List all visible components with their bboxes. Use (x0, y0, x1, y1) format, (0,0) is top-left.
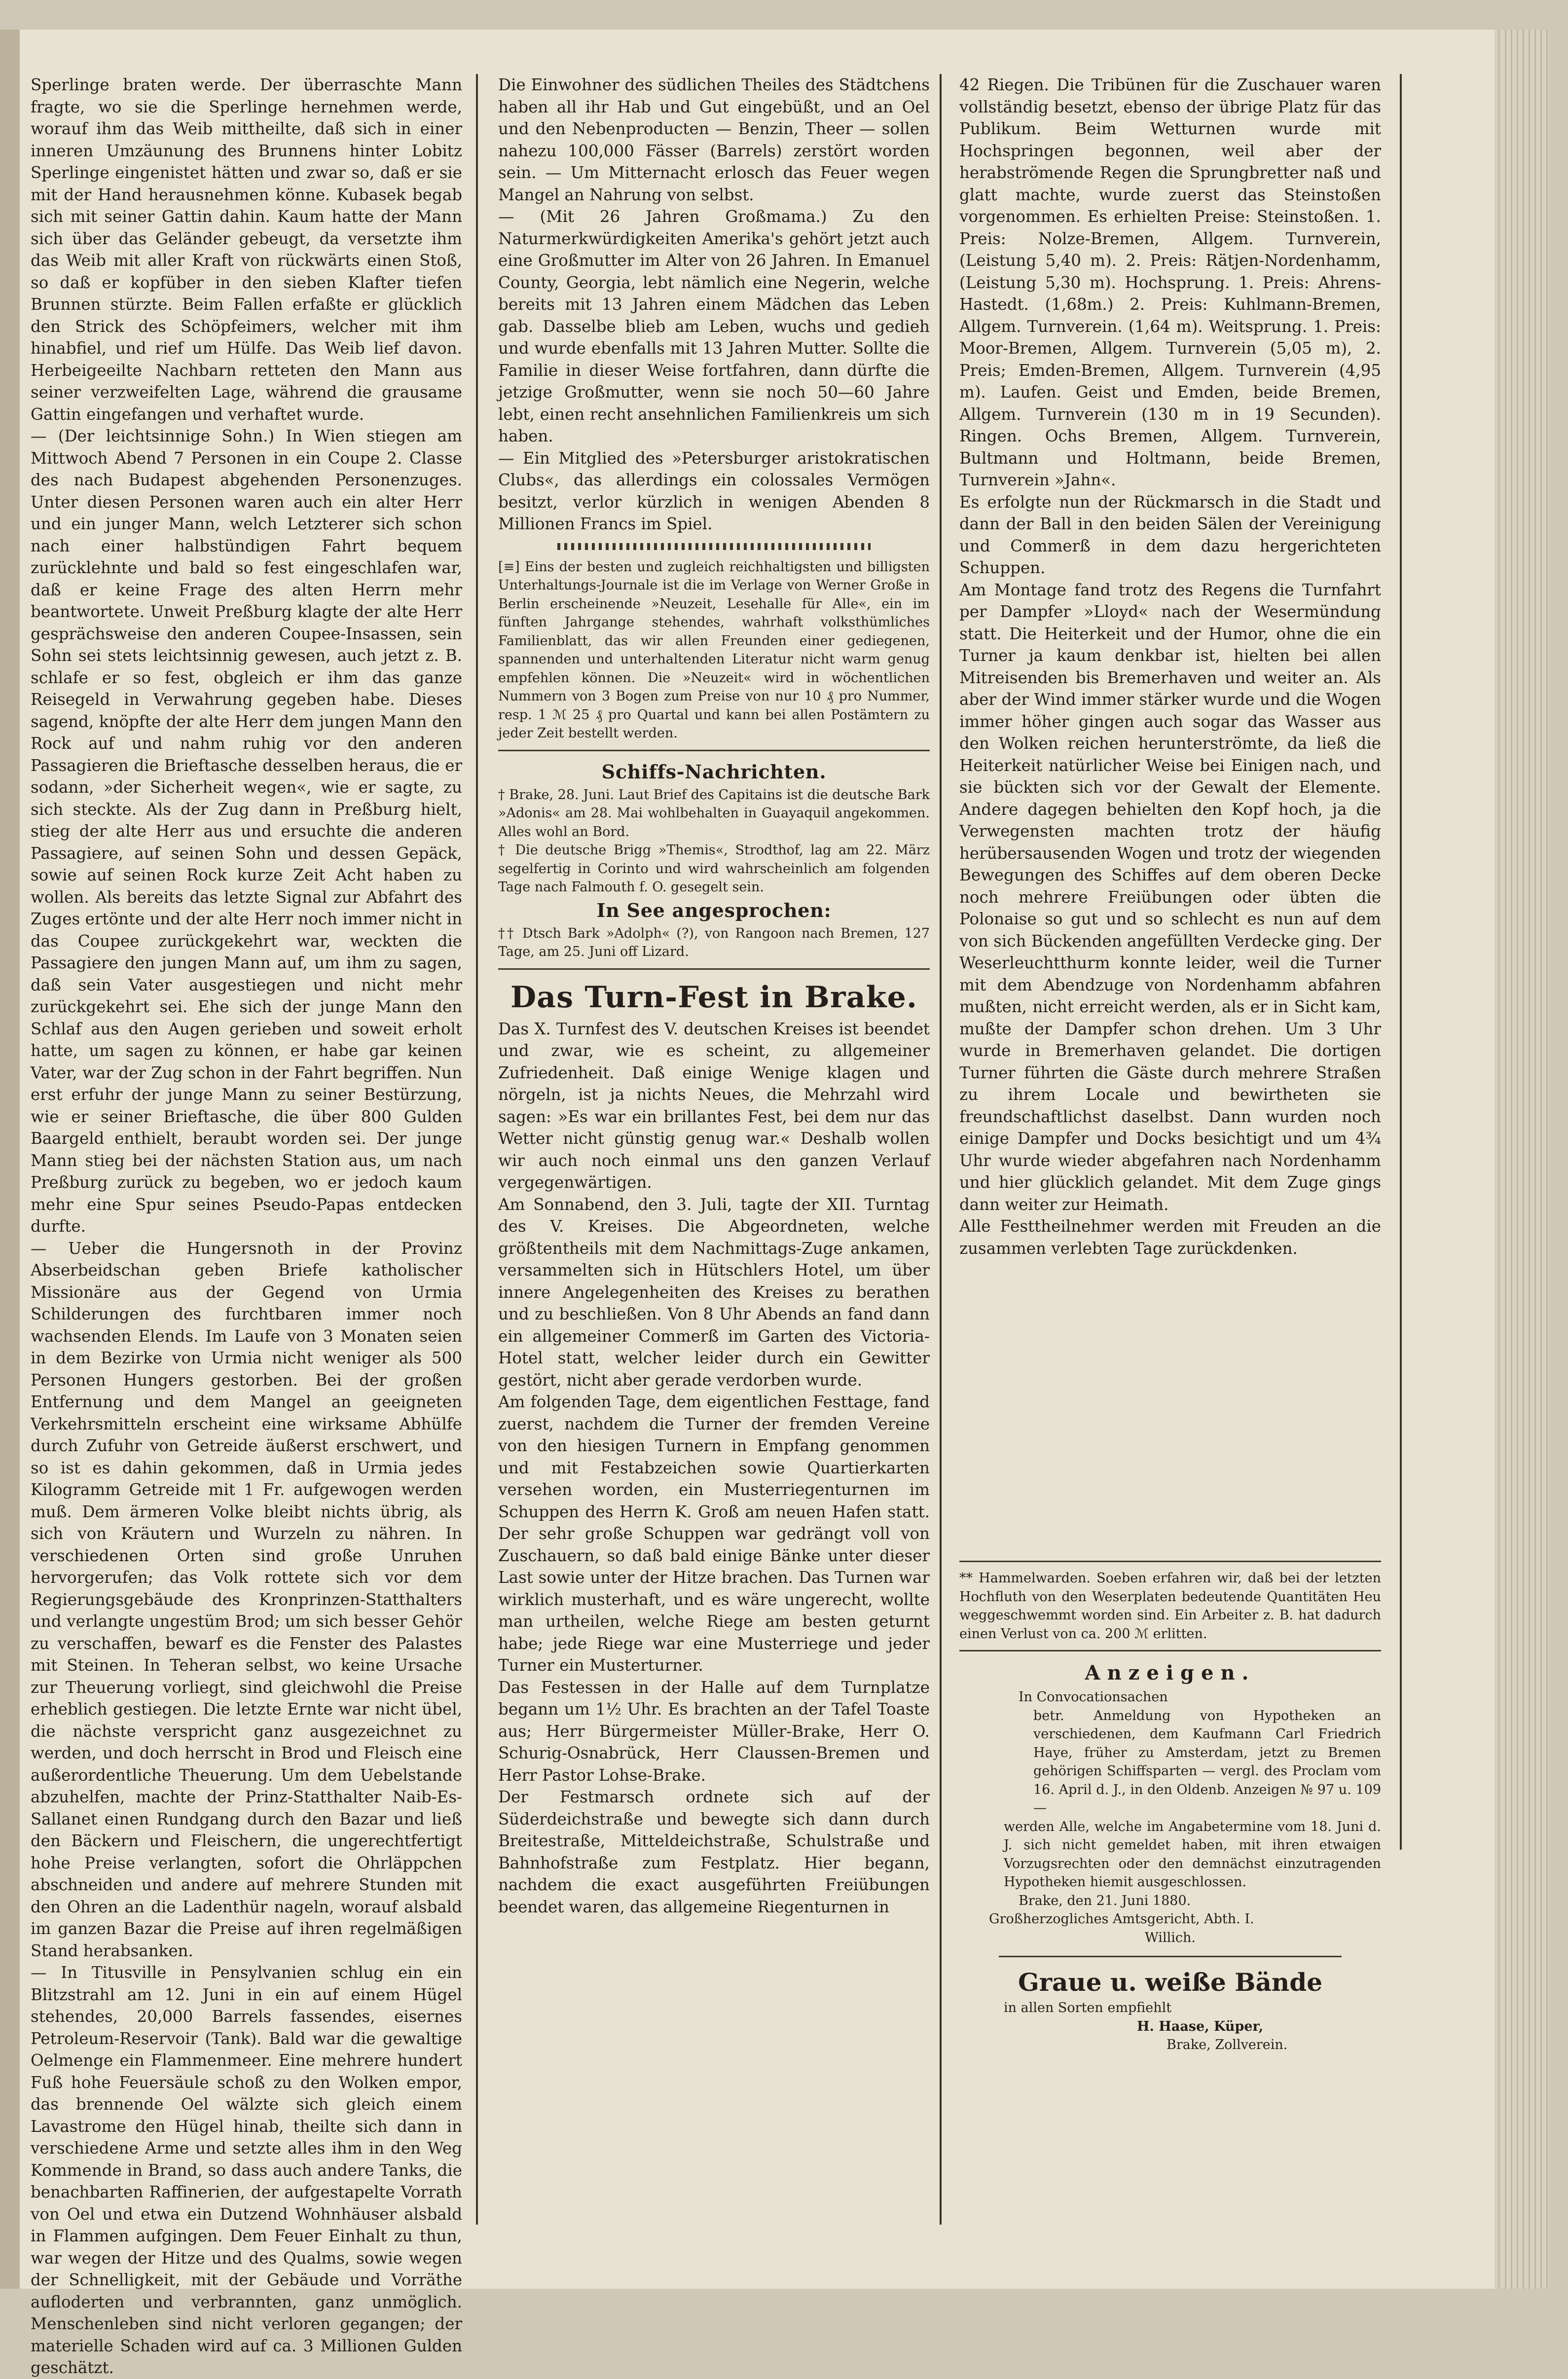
divider (959, 1561, 1381, 1562)
graue-line1: in allen Sorten empfiehlt (1004, 2000, 1172, 2015)
anzeigen-intro: In Convocationsachen (1019, 1689, 1168, 1705)
turnfest-p3: Am folgenden Tage, dem eigentlichen Festtage, fand zuerst, nachdem die Turner der fremden Vereine von den hiesigen Turnern in Empfang genommen und mit Festabzeichen sowie Quartierkarten versehen worden, ein Musterriegenturnen im Schuppen des Herrn K. Groß am neuen Hafen statt. Der sehr große Schuppen war gedrängt voll von Zuschauern, so daß bald einige Bänke unter dieser Last sowie unter der Hitze brachen. Das Turnen war wirklich musterhaft, und es wäre ungerecht, wollte man urtheilen, welche Riege am besten geturnt habe; jede Riege war eine Musterriege und jeder Turner ein Musterturner. (498, 1392, 930, 1675)
turnfest-p5: Der Festmarsch ordnete sich auf der Süderdeichstraße und bewegte sich dann durch Breitestraße, Mitteldeichstraße, Schulstraße und Bahnhofstraße zum Festplatz. Hier begann, nachdem die exact ausgeführten Freiübungen beendet waren, das allgemeine Riegenturnen in (498, 1788, 930, 1916)
article-titusville: — In Titusville in Pensylvanien schlug ein ein Blitzstrahl am 12. Juni in ein auf einem Hügel stehendes, 20,000 Barrels fassendes, eisernes Petroleum-Reservoir (Tank). Bald war die gewaltige Oelmenge ein Flammenmeer. Eine mehrere hundert Fuß hohe Feuersäule schoß zu den Wolken empor, das brennende Oel wälzte sich gleich einem Lavastrome den Hügel hinab, theilte sich dann in verschiedene Arme und setzte alles ihm in den Weg Kommende in Brand, so dass auch andere Tanks, die benachbarten Raffinerien, der aufgestapelte Vorrath von Oel und etwa ein Dutzend Wohnhäuser alsbald in Flammen aufgingen. Dem Feuer Einhalt zu thun, war wegen der Hitze und des Qualms, sowie wegen der Schnelligkeit, mit der Gebäude und Vorräthe aufloderten und verbrannten, ganz unmöglich. Menschenleben sind nicht verloren gegangen; der materielle Schaden wird auf ca. 3 Millionen Gulden geschätzt. (31, 1963, 462, 2377)
anzeigen-place-date: Brake, den 21. Juni 1880. (1019, 1893, 1191, 1908)
column-1 (31, 74, 462, 2377)
article-sperlinge: Sperlinge braten werde. Der überraschte Mann fragte, wo sie die Sperlinge hernehmen werde, worauf ihm das Weib mittheilte, daß sich in einer inneren Umzäunung des Brunnens hinter Lobitz Sperlinge eingenistet hätten und zwar so, daß er sie mit der Hand herausnehmen könne. Kubasek begab sich mit seiner Gattin dahin. Kaum hatte der Mann sich über das Geländer gebeugt, da versetzte ihm das Weib mit aller Kraft von rückwärts einen Stoß, so daß er kopfüber in den sieben Klafter tiefen Brunnen stürzte. Beim Fallen erfaßte er glücklich den Strick des Schöpfeimers, welcher mit ihm hinabfiel, und rief um Hülfe. Das Weib lief davon. Herbeigeeilte Nachbarn retteten den Mann aus seiner verzweifelten Lage, während die grausame Gattin eingefangen und verhaftet wurde. (31, 75, 462, 424)
divider (999, 1956, 1342, 1957)
column-rule-1 (476, 74, 478, 2225)
turnfest-c3-p3: Am Montage fand trotz des Regens die Turnfahrt per Dampfer »Lloyd« nach der Wesermündung statt. Die Heiterkeit und der Humor, ohne die ein Turner ja kaum denkbar ist, hielten bei allen Mitreisenden bis Bremerhaven und weiter an. Als aber der Wind immer stärker wurde und die Wogen immer höher gingen auch sogar das Wasser aus den Wolken reichen herunterströmte, da ließ die Heiterkeit natürlicher Weise bei Einigen nach, und sie bückten sich vor der Gewalt der Elemente. Andere dagegen behielten den Kopf hoch, ja die Verwegensten machten trotz der häufig herübersausenden Wogen und trotz der wiegenden Bewegungen des Schiffes auf dem oberen Decke noch mehrere Freiübungen oder übten die Polonaise so gut und so schlecht es nun auf dem von sich Bückenden angefüllten Verdecke ging. Der Weserleuchtthurm konnte leider, weil die Turner mit dem Abendzuge von Nordenhamm abfahren mußten, nicht erreicht werden, als er in Sicht kam, mußte der Dampfer schon drehen. Um 3 Uhr wurde in Bremerhaven gelandet. Die dortigen Turner führten die Gäste durch mehrere Straßen zu ihrem Locale und bewirtheten sie freundschaftlichst daselbst. Dann wurden noch einige Dampfer und Docks besichtigt und um 4¾ Uhr wurde wieder abgefahren nach Nordenhamm und hier glücklich gelandet. Mit dem Zuge gings dann weiter zur Heimath. (959, 580, 1381, 1214)
divider (498, 750, 930, 751)
page-edge-right (1495, 30, 1549, 2289)
turnfest-p1: Das X. Turnfest des V. deutschen Kreises ist beendet und zwar, wie es scheint, zu allgemeiner Zufriedenheit. Daß einige Wenige klagen und nörgeln, ist ja nichts Neues, die Mehrzahl wird sagen: »Es war ein brillantes Fest, bei dem nur das Wetter nicht günstig genug war.« Deshalb wollen wir auch noch einmal uns den ganzen Verlauf vergegenwärtigen. (498, 1019, 930, 1192)
column-2 (498, 74, 930, 2215)
turnfest-p2: Am Sonnabend, den 3. Juli, tagte der XII. Turntag des V. Kreises. Die Abgeordneten, welche größtentheils mit dem Nachmittags-Zuge ankamen, versammelten sich in Hütschlers Hotel, um über innere Angelegenheiten des Kreises zu berathen und zu beschließen. Von 8 Uhr Abends an fand dann ein allgemeiner Commerß im Garten des Victoria-Hotel statt, welcher leider durch ein Gewitter gestört, nicht aber gerade verdorben wurde. (498, 1195, 930, 1390)
column-rule-3 (1400, 74, 1402, 1850)
schiffs-title: Schiffs-Nachrichten. (601, 760, 827, 783)
graue-place: Brake, Zollverein. (1167, 2037, 1288, 2052)
anzeigen-court: Großherzogliches Amtsgericht, Abth. I. (989, 1911, 1254, 1927)
article-leichtsinnige-sohn: — (Der leichtsinnige Sohn.) In Wien stiegen am Mittwoch Abend 7 Personen in ein Coupe 2. Classe des nach Budapest abgehenden Personenzuges. Unter diesen Personen waren auch ein alter Herr und ein junger Mann, welch Letzterer sich schon nach einer halbstündigen Fahrt bequem zurücklehnte und bald so fest eingeschlafen war, daß er keine Frage des alten Herrn mehr beantwortete. Unweit Preßburg klagte der alte Herr gesprächsweise den anderen Coupee-Insassen, sein Sohn sei stets leichtsinnig gewesen, auch jetzt z. B. schlafe er so fest, obgleich er ihm das ganze Reisegeld in Verwahrung gegeben habe. Dieses sagend, knöpfte der alte Herr dem jungen Mann den Rock auf und nahm ruhig vor den anderen Passagieren die Brieftasche desselben heraus, die er sodann, »der Sicherheit wegen«, wie er sagte, zu sich steckte. Als der Zug dann in Preßburg hielt, stieg der alte Herr aus und ersuchte die anderen Passagiere, auf seinen Sohn und dessen Gepäck, sowie auf seinen Rock kurze Zeit Acht haben zu wollen. Als bereits das letzte Signal zur Abfahrt des Zuges ertönte und der alte Herr noch immer nicht in das Coupee zurückgekehrt war, weckten die Passagiere den jungen Mann auf, um ihm zu sagen, daß sein Vater ausgestiegen und nicht mehr zurückgekehrt sei. Ehe sich der junge Mann den Schlaf aus den Augen gerieben und soweit erholt hatte, um sagen zu können, er habe gar keinen Vater, war der Zug schon in der Fahrt begriffen. Nun erst erfuhr der junge Mann zu seiner Bestürzung, wie er seiner Brieftasche, die über 800 Gulden Baargeld enthielt, beraubt worden sei. Der junge Mann stieg bei der nächsten Station aus, um nach Preßburg zurück zu begeben, wo er jedoch kaum mehr eine Spur seines Pseudo-Papas entdecken durfte. (31, 427, 462, 1236)
turnfest-title: Das Turn-Fest in Brake. (510, 980, 918, 1015)
article-einwohner: Die Einwohner des südlichen Theiles des Städtchens haben all ihr Hab und Gut eingebüßt, und an Oel und den Nebenproducten — Benzin, Theer — sollen nahezu 100,000 Fässer (Barrels) zerstört worden sein. — Um Mitternacht erlosch das Feuer wegen Mangel an Nahrung von selbst. (498, 75, 930, 204)
column-3-bottom (959, 1554, 1381, 2054)
graue-title: Graue u. weiße Bände (1018, 1968, 1323, 1997)
graue-name: H. Haase, Küper, (1137, 2018, 1264, 2034)
anzeigen-signature: Willich. (1145, 1930, 1196, 1945)
turnfest-c3-p4: Alle Festtheilnehmer werden mit Freuden an die zusammen verlebten Tage zurückdenken. (959, 1217, 1381, 1258)
article-grossmama: — (Mit 26 Jahren Großmama.) Zu den Naturmerkwürdigkeiten Amerika's gehört jetzt auch eine Großmutter im Alter von 26 Jahren. In Emanuel County, Georgia, lebt nämlich eine Negerin, welche bereits mit 13 Jahren einem Mädchen das Leben gab. Dasselbe blieb am Leben, wuchs und gedieh und wurde ebenfalls mit 13 Jahren Mutter. Sollte die Familie in dieser Weise fortfahren, dann dürfte die jetzige Großmutter, wenn sie noch 50—60 Jahre lebt, einen recht ansehnlichen Familienkreis um sich haben. (498, 207, 930, 445)
turnfest-c3-p1: 42 Riegen. Die Tribünen für die Zuschauer waren vollständig besetzt, ebenso der übrige Platz für das Publikum. Beim Wetturnen wurde mit Hochspringen begonnen, weil aber der herabströmende Regen die Sprungbretter naß und glatt machte, wurde zuerst das Steinstoßen vorgenommen. Es erhielten Preise: Steinstoßen. 1. Preis: Nolze-Bremen, Allgem. Turnverein, (Leistung 5,40 m). 2. Preis: Rätjen-Nordenhamm, (Leistung 5,30 m). Hochsprung. 1. Preis: Ahrens-Hastedt. (1,68m.) 2. Preis: Kuhlmann-Bremen, Allgem. Turnverein. (1,64 m). Weitsprung. 1. Preis: Moor-Bremen, Allgem. Turnverein (5,05 m), 2. Preis; Emden-Bremen, Allgem. Turnverein (4,95 m). Laufen. Geist und Emden, beide Bremen, Allgem. Turnverein (130 m in 19 Secunden). Ringen. Ochs Bremen, Allgem. Turnverein, Bultmann und Holtmann, beide Bremen, Turnverein »Jahn«. (959, 75, 1381, 489)
divider (498, 968, 930, 970)
turnfest-p4: Das Festessen in der Halle auf dem Turnplatze begann um 1½ Uhr. Es brachten an der Tafel Toaste aus; Herr Bürgermeister Müller-Brake, Herr O. Schurig-Osnabrück, Herr Claussen-Bremen und Herr Pastor Lohse-Brake. (498, 1678, 930, 1785)
schiffs-subtitle: In See angesprochen: (596, 899, 832, 921)
column-rule-2 (940, 74, 942, 2225)
page-gutter-left (0, 30, 20, 2289)
divider (959, 1650, 1381, 1651)
ornament-divider (557, 543, 871, 550)
anzeigen-body: betr. Anmeldung von Hypotheken an verschiedenen, dem Kaufmann Carl Friedrich Haye, früher zu Amsterdam, jetzt zu Bremen gehörigen Schiffsparten — vergl. des Proclam vom 16. April d. J., in den Oldenb. Anzeigen № 97 u. 109 — (1033, 1708, 1381, 1816)
schiffs-item-1: † Brake, 28. Juni. Laut Brief des Capitains ist die deutsche Bark »Adonis« am 28. Mai wohlbehalten in Guayaquil angekommen. Alles wohl an Bord. (498, 787, 930, 840)
advert-neuzeit: [≡] Eins der besten und zugleich reichhaltigsten und billigsten Unterhaltungs-Journale ist die im Verlage von Werner Große in Berlin erscheinende »Neuzeit, Lesehalle für Alle«, ein im fünften Jahrgange stehendes, wahrhaft volksthümliches Familienblatt, das wir allen Freunden einer gediegenen, spannenden und unterhaltenden Literatur nicht warm genug empfehlen können. Die »Neuzeit« wird in wöchentlichen Nummern von 3 Bogen zum Preise von nur 10 ₰ pro Nummer, resp. 1 ℳ 25 ₰ pro Quartal und kann bei allen Postämtern zu jeder Zeit bestellt werden. (498, 559, 930, 741)
schiffs-item-2: † Die deutsche Brigg »Themis«, Strodthof, lag am 22. März segelfertig in Corinto und wird wahrscheinlich am folgenden Tage nach Falmouth f. O. gesegelt sein. (498, 842, 930, 895)
anzeigen-rest: werden Alle, welche im Angabetermine vom 18. Juni d. J. sich nicht gemeldet haben, mit ihren etwaigen Vorzugsrechten oder den demnächst einzutragenden Hypotheken hiemit ausgeschlossen. (1004, 1819, 1381, 1890)
article-hungersnoth: — Ueber die Hungersnoth in der Provinz Abserbeidschan geben Briefe katholischer Missionäre aus der Gegend von Urmia Schilderungen des furchtbaren immer noch wachsenden Elends. Im Laufe von 3 Monaten seien in dem Bezirke von Urmia nicht weniger als 500 Personen Hungers gestorben. Bei der großen Entfernung und dem Mangel an geeigneten Verkehrsmitteln erscheint eine wirksame Abhülfe durch Zufuhr von Getreide äußerst erschwert, und so ist es dahin gekommen, daß in Urmia jedes Kilogramm Getreide mit 1 Fr. aufgewogen werden muß. Dem ärmeren Volke bleibt nichts übrig, als sich von Kräutern und Wurzeln zu nähren. In verschiedenen Orten sind große Unruhen hervorgerufen; das Volk rottete sich vor dem Regierungsgebäude des Kronprinzen-Statthalters und verlangte ungestüm Brod; um sich besser Gehör zu verschaffen, bewarf es die Fenster des Palastes mit Steinen. In Teheran selbst, wo keine Ursache zur Theuerung vorliegt, sind gleichwohl die Preise erheblich gestiegen. Die letzte Ernte war nicht übel, die nächste verspricht ganz ausgezeichnet zu werden, und doch herrscht in Brod und Fleisch eine außerordentliche Theuerung. Um dem Uebelstande abzuhelfen, machte der Prinz-Statthalter Naib-Es-Sallanet einen Rundgang durch den Bazar und ließ den Bäckern und Fleischern, die ungerechtfertigt hohe Preise verlangten, sofort die Ohrläppchen abschneiden und andere auf mehrere Stunden mit den Ohren an die Ladenthür nageln, worauf alsbald im ganzen Bazar die Preise auf ihren regelmäßigen Stand herabsanken. (31, 1239, 462, 1960)
anzeigen-title: Anzeigen. (1085, 1661, 1256, 1684)
schiffs-sub-item: †† Dtsch Bark »Adolph« (?), von Rangoon nach Bremen, 127 Tage, am 25. Juni off Lizard. (498, 925, 930, 959)
article-hammelwarden: ** Hammelwarden. Soeben erfahren wir, daß bei der letzten Hochfluth von den Weserplaten bedeutende Quantitäten Heu weggeschwemmt worden sind. Ein Arbeiter z. B. hat dadurch einen Verlust von ca. 200 ℳ erlitten. (959, 1571, 1381, 1642)
turnfest-c3-p2: Es erfolgte nun der Rückmarsch in die Stadt und dann der Ball in den beiden Sälen der Vereinigung und Commerß in dem dazu hergerichteten Schuppen. (959, 492, 1381, 577)
article-petersburger: — Ein Mitglied des »Petersburger aristokratischen Clubs«, das allerdings ein colossales Vermögen besitzt, verlor kürzlich in wenigen Abenden 8 Millionen Francs im Spiel. (498, 448, 930, 533)
